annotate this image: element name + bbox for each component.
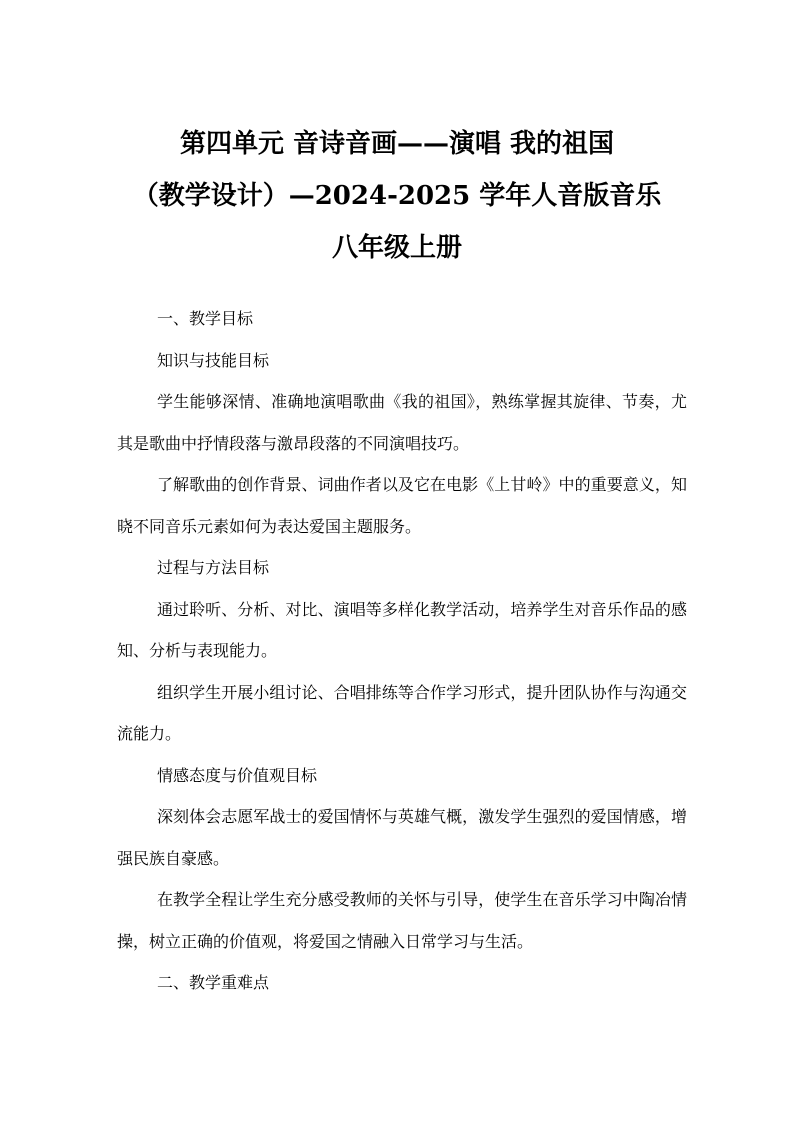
paragraph-process-1: 通过聆听、分析、对比、演唱等多样化教学活动，培养学生对音乐作品的感知、分析与表现能力。	[117, 599, 687, 660]
title-line-3: 八年级上册	[331, 233, 462, 263]
title-line-2: （教学设计）—2024-2025 学年人音版音乐	[132, 181, 662, 211]
paragraph-knowledge-1: 学生能够深情、准确地演唱歌曲《我的祖国》，熟练掌握其旋律、节奏，尤其是歌曲中抒情段落与激昂段落的不同演唱技巧。	[117, 392, 687, 453]
paragraph-emotion-2: 在教学全程让学生充分感受教师的关怀与引导，使学生在音乐学习中陶冶情操，树立正确的价值观，将爱国之情融入日常学习与生活。	[117, 890, 687, 951]
paragraph-process-2: 组织学生开展小组讨论、合唱排练等合作学习形式，提升团队协作与沟通交流能力。	[117, 682, 687, 743]
document-title	[100, 118, 694, 274]
section-heading-objectives: 一、教学目标	[157, 309, 254, 328]
paragraph-knowledge-2: 了解歌曲的创作背景、词曲作者以及它在电影《上甘岭》中的重要意义，知晓不同音乐元素如何为表达爱国主题服务。	[117, 475, 687, 536]
section-heading-key-points: 二、教学重难点	[157, 973, 270, 992]
document-body	[117, 298, 687, 1004]
subheading-knowledge-skills: 知识与技能目标	[157, 350, 270, 370]
paragraph-emotion-1: 深刻体会志愿军战士的爱国情怀与英雄气概，激发学生强烈的爱国情感，增强民族自豪感。	[117, 807, 687, 868]
title-line-1: 第四单元 音诗音画——演唱 我的祖国	[179, 129, 615, 159]
subheading-process-methods: 过程与方法目标	[157, 558, 270, 577]
subheading-emotion-values: 情感态度与价值观目标	[157, 765, 318, 785]
